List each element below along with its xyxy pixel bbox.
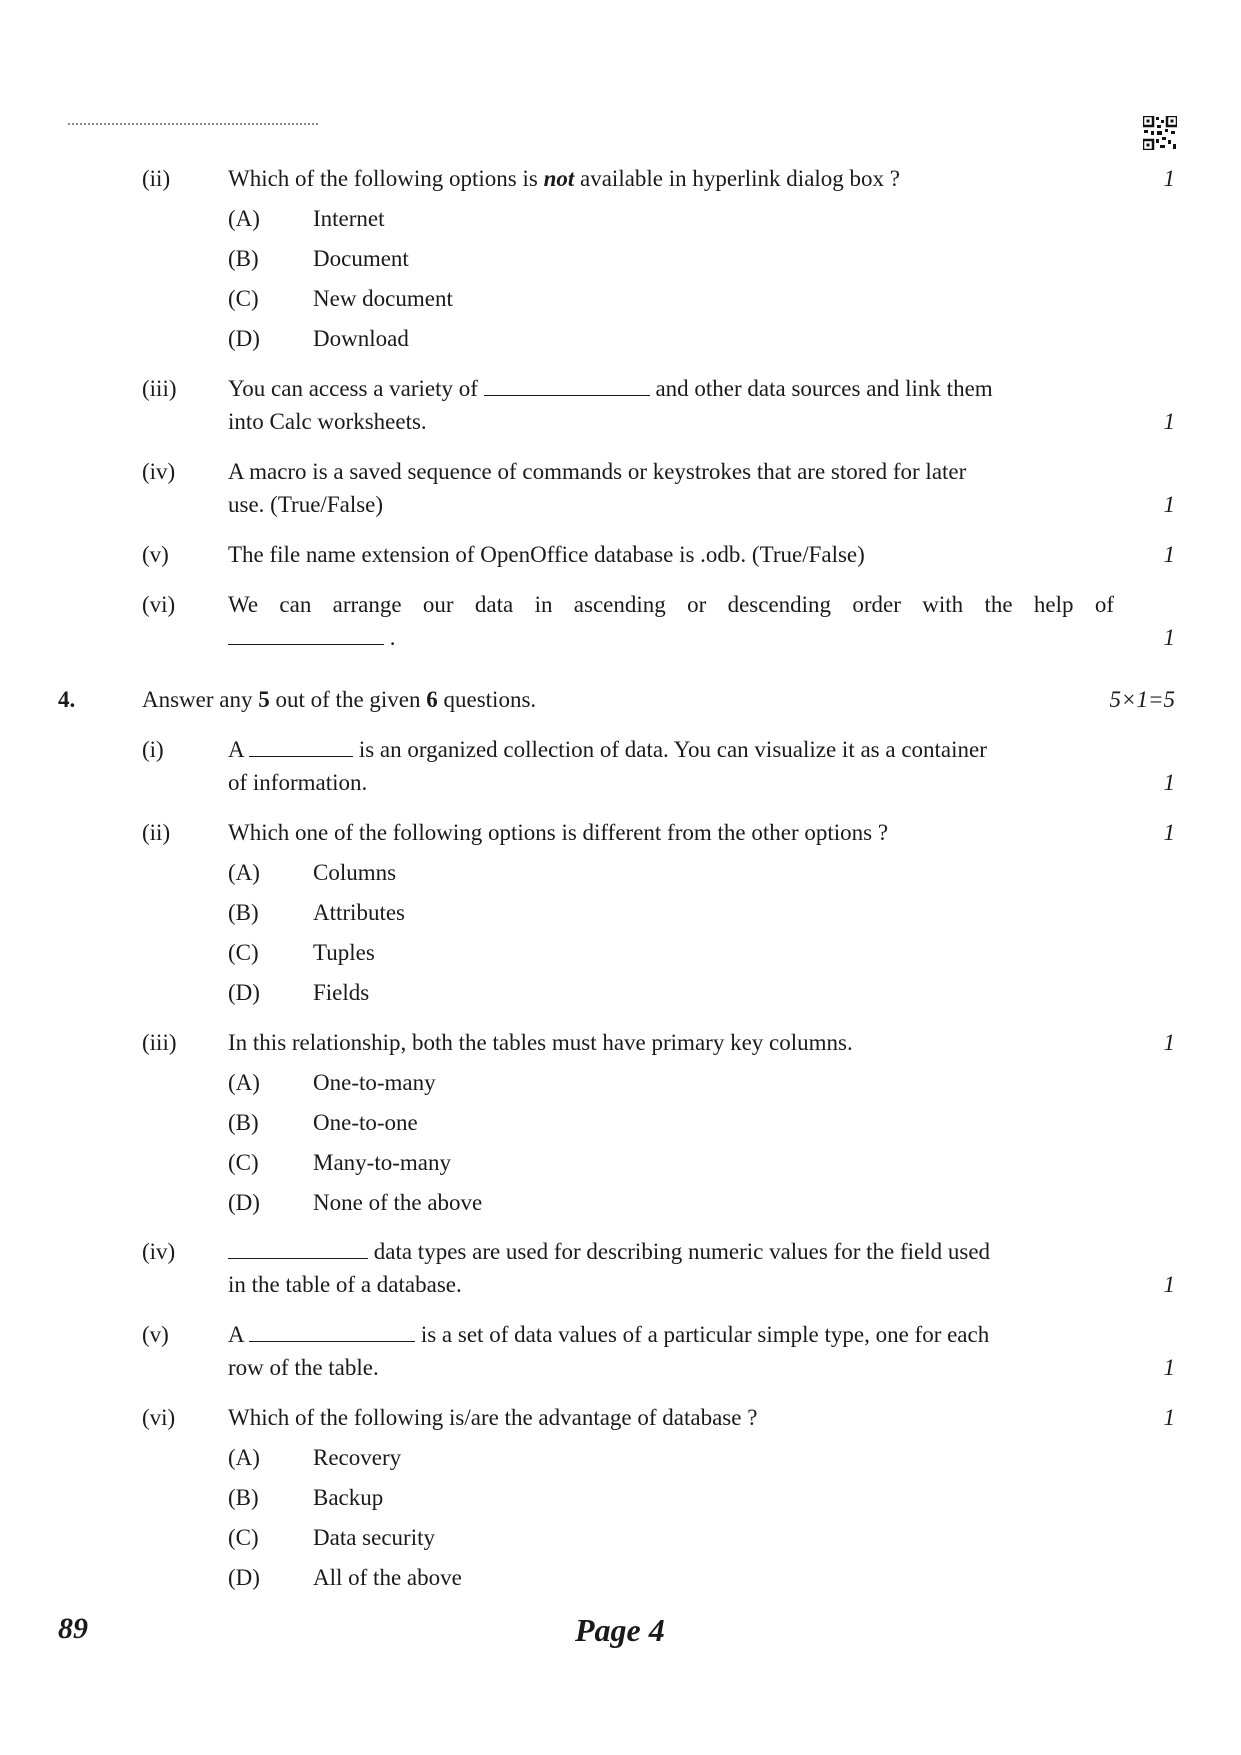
question-number: (ii) bbox=[142, 820, 171, 845]
question-number: (iv) bbox=[142, 1239, 176, 1264]
section-marks: 5×1=5 bbox=[1109, 687, 1175, 712]
question-number: (ii) bbox=[142, 166, 171, 191]
marks: 1 bbox=[1163, 166, 1175, 191]
answer-blank bbox=[249, 736, 353, 757]
header-dotted-line bbox=[68, 123, 318, 125]
question-text: data types are used for describing numeric values for the field used bbox=[228, 1235, 1114, 1268]
marks: 1 bbox=[1163, 1405, 1175, 1430]
answer-blank bbox=[228, 1238, 368, 1259]
question-text: use. (True/False) bbox=[228, 492, 384, 517]
question-text: In this relationship, both the tables must have primary key columns. bbox=[228, 1030, 853, 1055]
marks: 1 bbox=[1163, 1355, 1175, 1380]
answer-blank bbox=[249, 1321, 415, 1342]
question-number: (vi) bbox=[142, 592, 176, 617]
question-number: (v) bbox=[142, 1322, 169, 1347]
question-text: . bbox=[228, 621, 1114, 654]
question-text: into Calc worksheets. bbox=[228, 409, 427, 434]
marks: 1 bbox=[1163, 770, 1175, 795]
page-number: Page 4 bbox=[575, 1612, 665, 1648]
marks: 1 bbox=[1163, 409, 1175, 434]
answer-blank bbox=[484, 375, 650, 396]
marks: 1 bbox=[1163, 542, 1175, 567]
question-text: Which of the following options is not available in hyperlink dialog box ? bbox=[228, 166, 901, 191]
section-instruction: Answer any 5 out of the given 6 questions. bbox=[142, 687, 537, 712]
question-text: The file name extension of OpenOffice database is .odb. (True/False) bbox=[228, 542, 865, 567]
question-number: (iii) bbox=[142, 376, 177, 401]
section-number: 4. bbox=[58, 687, 76, 712]
question-text: You can access a variety of and other data sources and link them bbox=[228, 376, 993, 401]
question-text: Which of the following is/are the advantage of database ? bbox=[228, 1405, 758, 1430]
marks: 1 bbox=[1163, 1272, 1175, 1297]
question-number: (iii) bbox=[142, 1030, 177, 1055]
question-text: Which one of the following options is different from the other options ? bbox=[228, 820, 889, 845]
question-text: of information. bbox=[228, 770, 368, 795]
paper-code: 89 bbox=[58, 1612, 88, 1645]
question-number: (iv) bbox=[142, 459, 176, 484]
question-text: We can arrange our data in ascending or descending order with the help of bbox=[228, 592, 1114, 617]
question-number: (v) bbox=[142, 542, 169, 567]
question-number: (i) bbox=[142, 737, 164, 762]
question-text: A macro is a saved sequence of commands or keystrokes that are stored for later bbox=[228, 459, 967, 484]
marks: 1 bbox=[1163, 492, 1175, 517]
question-text: row of the table. bbox=[228, 1355, 379, 1380]
answer-blank bbox=[228, 624, 384, 645]
question-text: A is an organized collection of data. You can visualize it as a container bbox=[228, 737, 987, 762]
question-text: A is a set of data values of a particular simple type, one for each bbox=[228, 1322, 990, 1347]
question-number: (vi) bbox=[142, 1405, 176, 1430]
qr-code-icon bbox=[1143, 116, 1177, 150]
marks: 1 bbox=[1163, 820, 1175, 845]
question-text: in the table of a database. bbox=[228, 1272, 462, 1297]
marks: 1 bbox=[1163, 625, 1175, 650]
marks: 1 bbox=[1163, 1030, 1175, 1055]
